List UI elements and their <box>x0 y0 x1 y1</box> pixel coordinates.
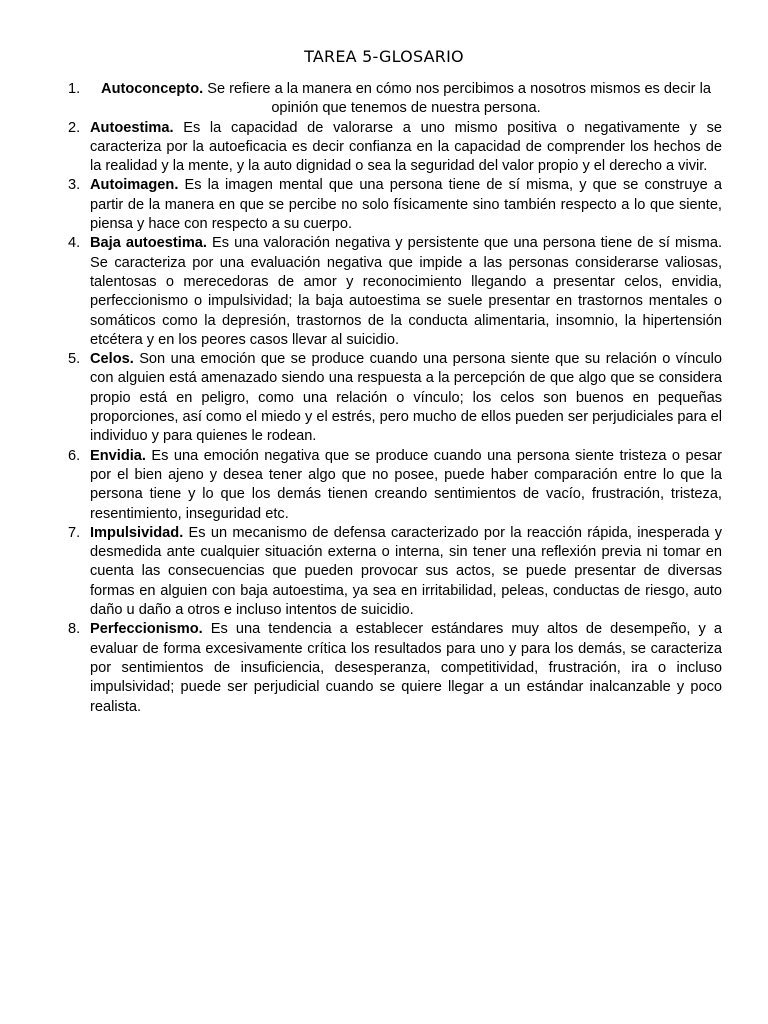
entry-number: 4. <box>68 235 81 252</box>
entry-definition: Se refiere a la manera en cómo nos percibimos a nosotros mismos es decir la opinión que tenemos de nuestra persona. <box>207 81 711 117</box>
entry-term: Perfeccionismo. <box>90 621 203 638</box>
entry-number: 6. <box>68 447 81 464</box>
glossary-list <box>68 80 723 717</box>
glossary-entry-autoimagen <box>68 176 722 234</box>
entry-term: Impulsividad. <box>90 524 184 541</box>
entry-definition: Es la imagen mental que una persona tiene de sí misma, y que se construye a partir de la manera en que se percibe no solo físicamente sino también respecto a lo que siente, piensa y hace con respecto a su cuerpo. <box>90 177 722 233</box>
document-title: TAREA 5-GLOSARIO <box>304 47 464 66</box>
entry-definition: Es la capacidad de valorarse a uno mismo positiva o negativamente y se caracteriza por la autoeficacia es decir confianza en la capacidad de comprender los hechos de la realidad y la mente, y la auto dignidad o sea la seguridad del valor propio y el derecho a vivir. <box>90 119 723 175</box>
glossary-entry-autoconcepto <box>68 80 722 119</box>
entry-number: 1. <box>68 81 81 97</box>
entry-definition: Es una valoración negativa y persistente que una persona tiene de sí misma. Se caracteriza por una evaluación negativa que impide a las personas considerarse valiosas, talentosas o merecedoras de amor y reconocimiento llegando a presentar celos, envidia, perfeccionismo o impulsividad; la baja autoestima se suele presentar en trastornos mentales o somáticos como la depresión, trastornos de la conducta alimentaria, insomnio, la hipertensión etcétera y en los peores casos llevar al suicidio. <box>90 235 723 348</box>
entry-term: Celos. <box>90 351 134 368</box>
entry-number: 5. <box>68 351 81 368</box>
entry-number: 3. <box>68 177 81 194</box>
entry-term: Autoimagen. <box>90 177 179 194</box>
entry-definition: Es una tendencia a establecer estándares muy altos de desempeño, y a evaluar de forma excesivamente crítica los resultados para uno y para los demás, se caracteriza por sentimientos de insuficiencia, desesperanza, competitividad, frustración, ira o incluso impulsividad; puede ser perjudicial cuando se quiere llegar a un estándar inalcanzable y poco realista. <box>90 621 722 715</box>
glossary-entry-celos <box>68 350 722 446</box>
entry-term: Autoestima. <box>90 119 174 136</box>
entry-number: 2. <box>68 119 81 136</box>
entry-number: 8. <box>68 621 81 638</box>
entry-number: 7. <box>68 524 81 541</box>
entry-term: Autoconcepto. <box>101 81 204 97</box>
entry-term: Envidia. <box>90 447 146 464</box>
entry-definition: Son una emoción que se produce cuando una persona siente que su relación o vínculo con alguien está amenazado siendo una respuesta a la percepción de que algo que se considera propio está en peligro, como una relación o vínculo; los celos son buenos en pequeñas proporciones, así como el miedo y el estrés, pero mucho de ellos pueden ser perjudiciales para el individuo y para quienes le rodean. <box>90 351 722 445</box>
glossary-entry-autoestima <box>68 119 723 177</box>
glossary-entry-envidia <box>68 447 722 524</box>
entry-definition: Es un mecanismo de defensa caracterizado por la reacción rápida, inesperada y desmedida ante cualquier situación externa o interna, sin tener una reflexión previa ni tomar en cuenta las consecuencias que pueden provocar sus actos, se puede presentar de diversas formas en alguien con baja autoestima, ya sea en irritabilidad, peleas, conductas de riesgo, auto daño u daño a otros e incluso intentos de suicidio. <box>90 524 722 619</box>
glossary-entry-impulsividad <box>68 524 722 620</box>
glossary-entry-perfeccionismo <box>68 620 722 716</box>
entry-term: Baja autoestima. <box>90 235 207 252</box>
entry-definition: Es una emoción negativa que se produce cuando una persona siente tristeza o pesar por el bien ajeno y desea tener algo que no posee, puede haber comparación entre lo que la persona tiene y lo que los demás tienen creando sentimientos de vacío, frustración, tristeza, resentimiento, inseguridad etc. <box>90 447 722 522</box>
glossary-entry-baja-autoestima <box>68 234 723 350</box>
